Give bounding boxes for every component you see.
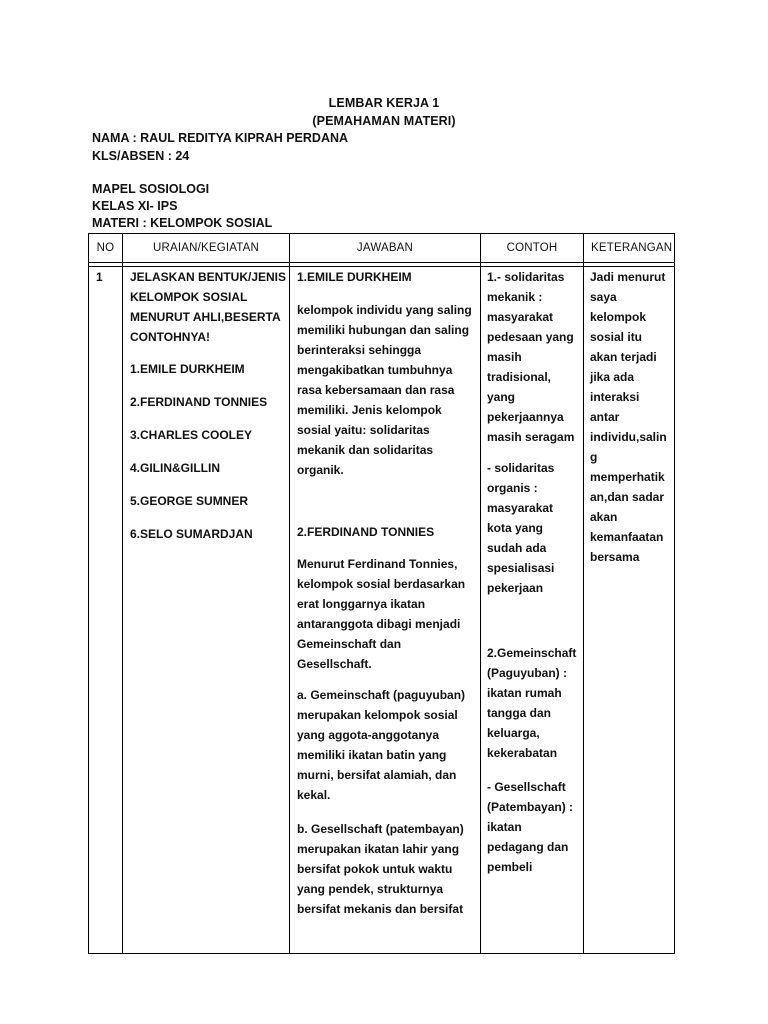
cell-jawaban [290,267,481,954]
cell-keterangan [584,267,675,954]
example-4: - Gesellschaft (Patembayan) : ikatan pedagang dan pembeli [487,780,574,874]
expert-item: 4.GILIN&GILLIN [130,461,220,475]
answer-paragraph-4: b. Gesellschaft (patembayan) merupakan ikatan lahir yang bersifat pokok untuk waktu yang pendek, strukturnya bersifat mekanis dan bersifat [297,822,464,916]
expert-item: 5.GEORGE SUMNER [130,494,249,508]
example-3: 2.Gemeinschaft (Paguyuban) : ikatan rumah tangga dan keluarga, kekerabatan [487,646,577,760]
col-keterangan-header: KETERANGAN [584,234,675,263]
answer-paragraph-1: kelompok individu yang saling memiliki hubungan dan saling berinteraksi sehingga mengakibatkan tumbuhnya rasa kebersamaan dan rasa memiliki. Jenis kelompok sosial yaitu: solidaritas mekanik dan solidaritas organik. [297,303,472,477]
expert-item: 3.CHARLES COOLEY [130,428,253,442]
answer-paragraph-2: Menurut Ferdinand Tonnies, kelompok sosial berdasarkan erat longgarnya ikatan antaranggota dibagi menjadi Gemeinschaft dan Gesellschaft. [297,557,466,671]
answer-heading-2: 2.FERDINAND TONNIES [297,525,435,539]
col-no-header: NO [89,234,123,263]
col-contoh-header: CONTOH [481,234,584,263]
answer-paragraph-3: a. Gemeinschaft (paguyuban) merupakan kelompok sosial yang aggota-anggotanya memiliki ikatan batin yang murni, bersifat alamiah, dan kekal. [297,688,466,802]
table-header-row [89,234,675,263]
doc-subtitle: (PEMAHAMAN MATERI) [312,114,456,128]
cell-uraian [123,267,290,954]
worksheet-table [88,233,675,954]
cell-no [89,267,123,954]
remark-text: Jadi menurut saya kelompok sosial itu akan terjadi jika ada interaksi antar individu,salin g memperhatik an,dan sadar akan kemanfaatan bersama [590,270,667,564]
table-row [89,267,675,954]
row-number: 1 [96,270,103,284]
topic: MATERI : KELOMPOK SOSIAL [92,216,273,230]
example-1: 1.- solidaritas mekanik : masyarakat pedesaan yang masih tradisional, yang pekerjaannya masih seragam [487,270,575,444]
cell-contoh [481,267,584,954]
example-2: - solidaritas organis : masyarakat kota yang sudah ada spesialisasi pekerjaan [487,461,555,595]
class-number: KLS/ABSEN : 24 [92,149,190,163]
doc-title: LEMBAR KERJA 1 [328,96,440,110]
answer-heading-1: 1.EMILE DURKHEIM [297,270,412,284]
expert-item: 2.FERDINAND TONNIES [130,395,268,409]
expert-item: 1.EMILE DURKHEIM [130,362,245,376]
col-jawaban-header: JAWABAN [290,234,481,263]
subject: MAPEL SOSIOLOGI [92,182,210,196]
question-text: JELASKAN BENTUK/JENIS KELOMPOK SOSIAL MENURUT AHLI,BESERTA CONTOHNYA! [130,270,287,344]
class: KELAS XI- IPS [92,199,178,213]
expert-item: 6.SELO SUMARDJAN [130,527,253,541]
student-name: NAMA : RAUL REDITYA KIPRAH PERDANA [92,131,349,145]
col-uraian-header: URAIAN/KEGIATAN [123,234,290,263]
